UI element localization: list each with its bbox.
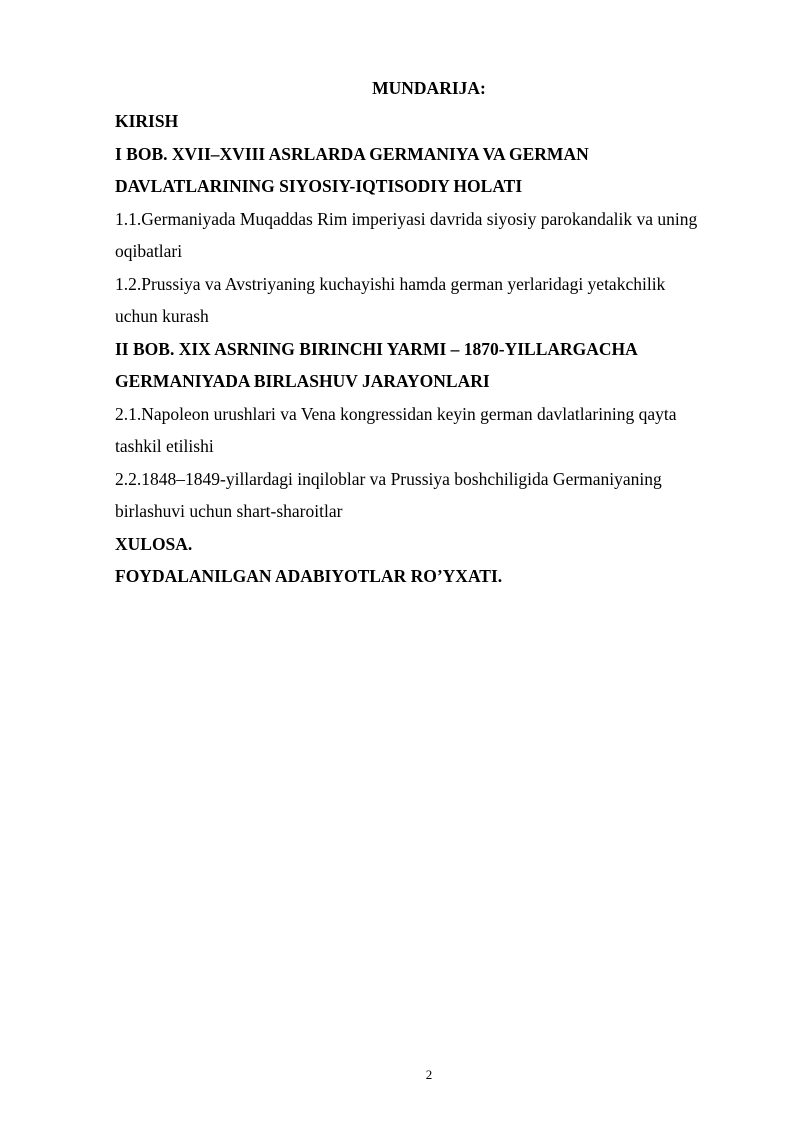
toc-item-1-2-cont: uchun kurash bbox=[115, 306, 209, 326]
toc-item-2-2: 2.2.1848–1849-yillardagi inqiloblar va Prussiya boshchiligida Germaniyaning bbox=[115, 468, 662, 489]
toc-item-1-2: 1.2.Prussiya va Avstriyaning kuchayishi hamda german yerlaridagi yetakchilik bbox=[115, 273, 666, 294]
toc-item-2-1: 2.1.Napoleon urushlari va Vena kongressidan keyin german davlatlarining qayta bbox=[115, 403, 677, 424]
toc-heading-references: FOYDALANILGAN ADABIYOTLAR RO’YXATI. bbox=[115, 566, 503, 586]
page-title: MUNDARIJA: bbox=[372, 78, 486, 98]
toc-heading-chapter-1-cont: DAVLATLARINING SIYOSIY-IQTISODIY HOLATI bbox=[115, 176, 523, 196]
toc-heading-chapter-2: II BOB. XIX ASRNING BIRINCHI YARMI – 1870-YILLARGACHA bbox=[115, 338, 638, 359]
toc-heading-chapter-2-cont: GERMANIYADA BIRLASHUV JARAYONLARI bbox=[115, 371, 490, 391]
table-of-contents bbox=[115, 105, 755, 593]
toc-item-1-1: 1.1.Germaniyada Muqaddas Rim imperiyasi davrida siyosiy parokandalik va uning bbox=[115, 208, 698, 229]
toc-heading-chapter-1: I BOB. XVII–XVIII ASRLARDA GERMANIYA VA GERMAN bbox=[115, 143, 589, 164]
toc-heading-conclusion: XULOSA. bbox=[115, 533, 193, 554]
toc-item-2-1-cont: tashkil etilishi bbox=[115, 436, 214, 456]
page-number: 2 bbox=[425, 1067, 433, 1082]
toc-item-2-2-cont: birlashuvi uchun shart-sharoitlar bbox=[115, 501, 343, 521]
toc-heading-introduction: KIRISH bbox=[115, 111, 179, 131]
toc-item-1-1-cont: oqibatlari bbox=[115, 241, 183, 261]
